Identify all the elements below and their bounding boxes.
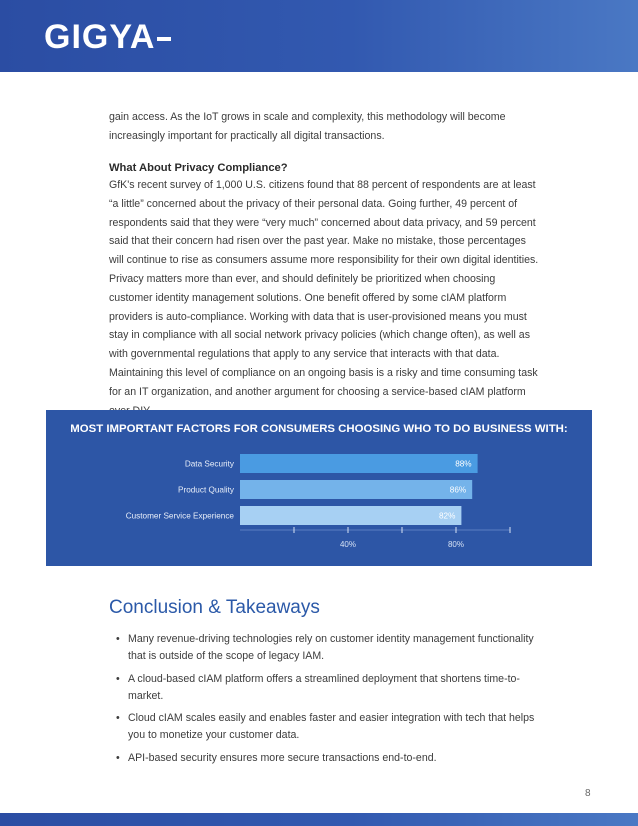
chart-plot [46, 410, 592, 566]
privacy-paragraph: GfK's recent survey of 1,000 U.S. citizens found that 88 percent of respondents are at least “a little” concerned about the privacy of their personal data. Going further, 49 percent of respondents said that they were “very much” concerned about data privacy, and 59 percent said that their concern had risen over the past year. Make no mistake, those percentages will continue to rise as consumers assume more responsibility for their own digital identities. Privacy matters more than ever, and should definitely be prioritized when choosing customer identity management solutions. One benefit offered by some cIAM platform providers is auto-compliance. Working with data that is user-provisioned means you must stay in compliance with all social network privacy policies (which change often), as well as with governmental regulations that apply to any service that interacts with that data. Maintaining this level of compliance on an ongoing basis is a risky and time consuming task for an IT organization, and another argument for choosing a service-based cIAM platform [109, 179, 539, 398]
footer-bar [0, 813, 638, 826]
category-label: Data Security [184, 459, 234, 469]
privacy-heading: What About Privacy Compliance? [109, 162, 288, 174]
bullet-dot: • [116, 712, 120, 724]
chart-title: MOST IMPORTANT FACTORS FOR CONSUMERS CHOOSING WHO TO DO BUSINESS WITH: [70, 423, 568, 435]
gigya-logo: GIGYA [44, 18, 171, 57]
value-label: 86% [449, 485, 467, 495]
factors-chart [46, 410, 592, 566]
takeaway-item [109, 750, 549, 767]
bullet-dot: • [116, 633, 120, 645]
takeaway-item [109, 710, 549, 744]
takeaway-item [109, 671, 549, 705]
bar-2 [240, 506, 461, 525]
category-label: Product Quality [178, 485, 234, 495]
bar-1 [240, 480, 472, 499]
header-bar [0, 0, 638, 72]
bullet-dot: • [116, 751, 120, 764]
takeaway-text: A cloud-based cIAM platform offers a streamlined deployment that shortens time-to-market. [128, 672, 520, 702]
takeaway-text: Many revenue-driving technologies rely on customer identity management functionality that is outside of the scope of legacy IAM. [128, 633, 534, 662]
takeaway-item [109, 631, 549, 665]
page-number: 8 [585, 788, 591, 799]
bullet-dot: • [116, 672, 120, 685]
takeaways-list [109, 631, 549, 772]
x-tick-label: 40% [339, 540, 357, 549]
x-tick-label: 80% [447, 540, 465, 549]
category-label: Customer Service Experience [125, 511, 234, 521]
value-label: 88% [455, 459, 472, 469]
takeaway-text: Cloud cIAM scales easily and enables faster and easier integration with tech that helps you to monetize your customer data. [128, 712, 535, 741]
conclusion-heading: Conclusion & Takeaways [109, 597, 320, 618]
intro-paragraph: gain access. As the IoT grows in scale and complexity, this methodology will become increasingly important for practically all digital transactions. [109, 111, 506, 142]
takeaway-text: API-based security ensures more secure transactions end-to-end. [128, 751, 437, 764]
bar-0 [240, 454, 478, 473]
value-label: 82% [439, 511, 456, 521]
